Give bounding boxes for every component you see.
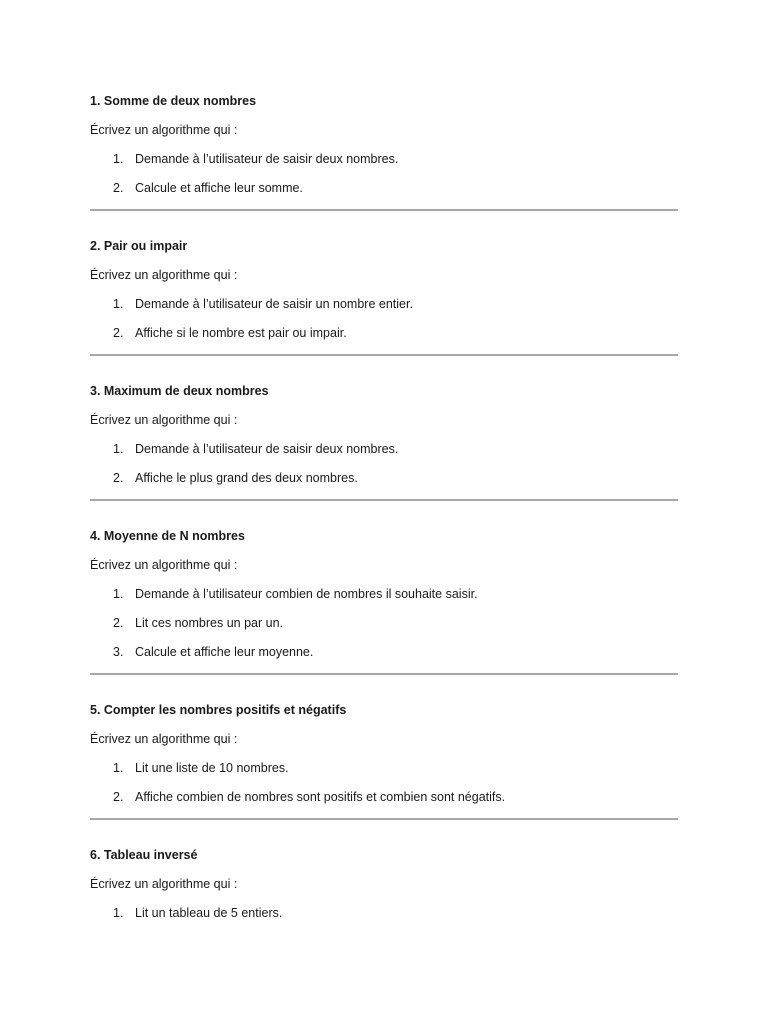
exercise-title: 3. Maximum de deux nombres [90,384,269,398]
list-item [90,644,678,660]
list-item [90,470,678,486]
exercise-6 [90,847,678,921]
step-text: Demande à l’utilisateur de saisir un nombre entier. [135,297,413,311]
exercise-title: 4. Moyenne de N nombres [90,529,245,543]
step-text: Lit une liste de 10 nombres. [135,761,289,775]
section-divider [90,499,678,501]
exercise-2 [90,238,678,356]
document-page [90,93,678,921]
exercise-1 [90,93,678,211]
step-number: 3. [113,645,124,659]
exercise-title: 5. Compter les nombres positifs et négatifs [90,703,347,717]
step-text: Affiche le plus grand des deux nombres. [135,471,358,485]
list-item [90,151,678,167]
exercise-intro: Écrivez un algorithme qui : [90,558,238,572]
exercise-title: 2. Pair ou impair [90,239,188,253]
steps-list [90,296,678,341]
step-number: 1. [113,297,124,311]
steps-list [90,441,678,486]
step-text: Demande à l’utilisateur de saisir deux nombres. [135,152,399,166]
list-item [90,905,678,921]
exercise-4 [90,528,678,675]
list-item [90,789,678,805]
list-item [90,325,678,341]
exercise-intro: Écrivez un algorithme qui : [90,123,238,137]
steps-list [90,905,678,921]
step-number: 2. [113,790,124,804]
step-text: Demande à l’utilisateur de saisir deux nombres. [135,442,399,456]
step-number: 1. [113,152,124,166]
list-item [90,615,678,631]
step-number: 2. [113,326,124,340]
step-number: 2. [113,181,124,195]
step-number: 1. [113,761,124,775]
step-number: 2. [113,471,124,485]
exercise-title: 1. Somme de deux nombres [90,94,257,108]
exercise-intro: Écrivez un algorithme qui : [90,732,238,746]
exercise-intro: Écrivez un algorithme qui : [90,268,238,282]
steps-list [90,586,678,660]
steps-list [90,151,678,196]
section-divider [90,209,678,211]
step-text: Calcule et affiche leur somme. [135,181,303,195]
step-text: Affiche combien de nombres sont positifs et combien sont négatifs. [135,790,506,804]
exercise-3 [90,383,678,501]
section-divider [90,818,678,820]
list-item [90,296,678,312]
exercise-intro: Écrivez un algorithme qui : [90,413,238,427]
step-number: 2. [113,616,124,630]
step-number: 1. [113,442,124,456]
exercise-5 [90,702,678,820]
section-divider [90,673,678,675]
list-item [90,586,678,602]
step-number: 1. [113,587,124,601]
list-item [90,180,678,196]
step-text: Affiche si le nombre est pair ou impair. [135,326,347,340]
step-text: Calcule et affiche leur moyenne. [135,645,314,659]
list-item [90,441,678,457]
step-number: 1. [113,906,124,920]
exercise-intro: Écrivez un algorithme qui : [90,877,238,891]
section-divider [90,354,678,356]
step-text: Lit ces nombres un par un. [135,616,283,630]
list-item [90,760,678,776]
exercise-title: 6. Tableau inversé [90,848,198,862]
step-text: Demande à l’utilisateur combien de nombres il souhaite saisir. [135,587,478,601]
step-text: Lit un tableau de 5 entiers. [135,906,283,920]
steps-list [90,760,678,805]
